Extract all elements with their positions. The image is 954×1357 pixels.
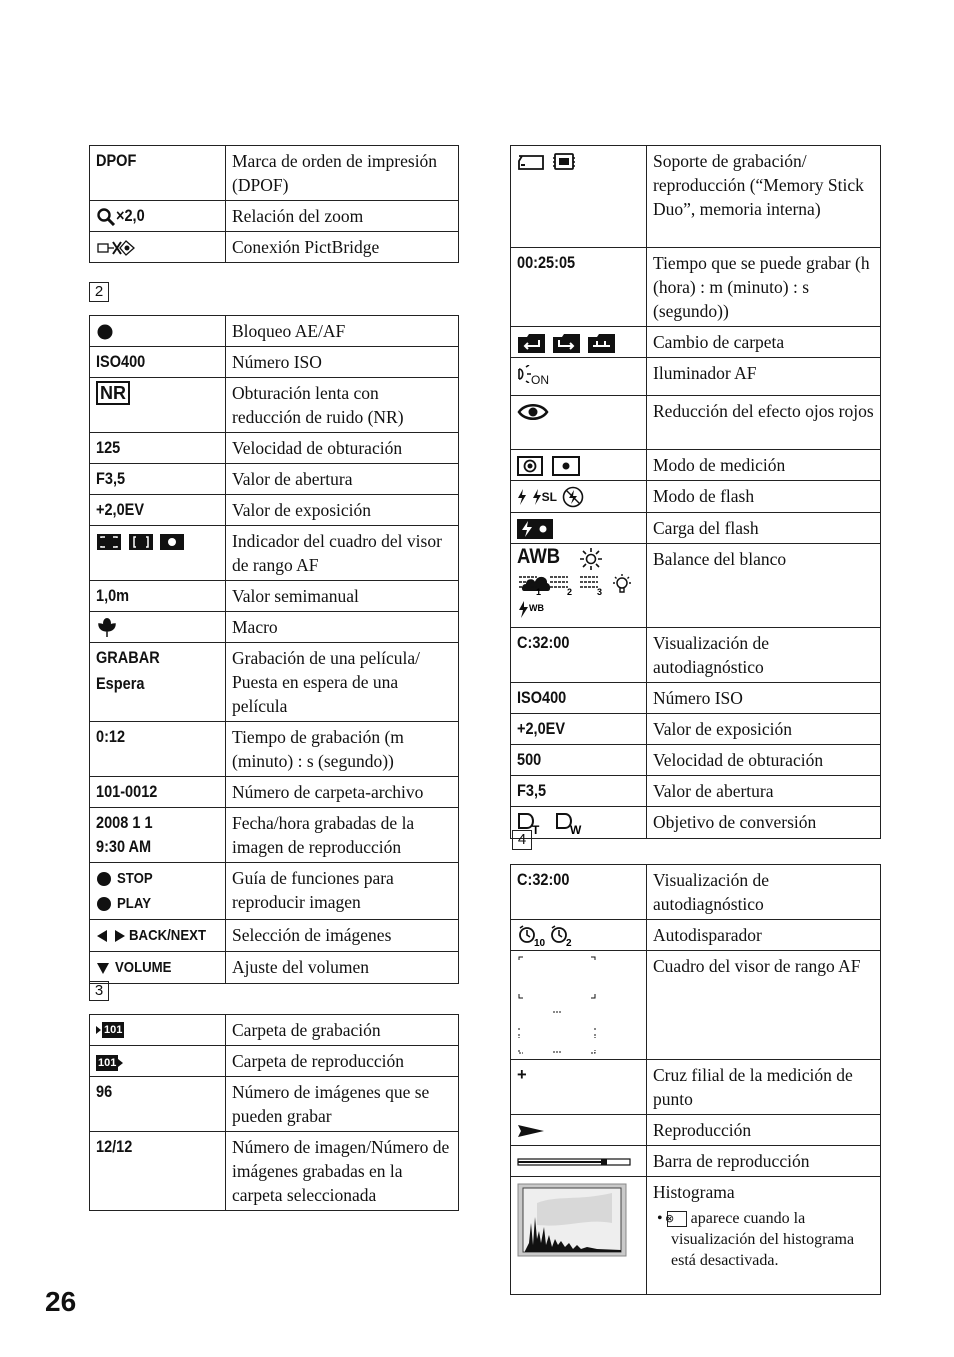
af-range-frame-icon <box>511 951 647 1060</box>
svg-text:10: 10 <box>534 937 546 947</box>
table-row <box>90 722 459 777</box>
svg-text:T: T <box>532 822 540 835</box>
table-row <box>511 481 881 513</box>
remaining-images: 96 <box>90 1077 226 1132</box>
table-row <box>511 544 881 628</box>
row-desc: Valor semimanual <box>226 581 459 612</box>
table-row <box>511 865 881 920</box>
table-row <box>511 1115 881 1146</box>
left-column-2 <box>89 315 459 984</box>
flash-charge-icon <box>511 513 647 544</box>
eye-icon <box>517 402 549 422</box>
table-row <box>511 450 881 481</box>
table-row <box>90 808 459 863</box>
row-desc: Valor de abertura <box>226 464 459 495</box>
recording-media-icon <box>511 146 647 248</box>
row-desc: Conexión PictBridge <box>226 232 459 263</box>
exposure-value: +2,0EV <box>511 714 647 745</box>
table-row <box>511 327 881 358</box>
svg-text:1: 1 <box>536 587 542 596</box>
play-icon <box>511 1115 647 1146</box>
play-folder-icon: 101 <box>90 1046 226 1077</box>
table-row <box>511 951 881 1060</box>
row-desc: Modo de flash <box>647 481 881 513</box>
table-row <box>90 526 459 581</box>
self-diagnosis: C:32:00 <box>511 628 647 683</box>
table-right-1 <box>510 145 881 839</box>
table-row <box>90 1015 459 1046</box>
row-desc: Tiempo que se puede grabar (h (hora) : m (minuto) : s (segundo)) <box>647 248 881 327</box>
row-desc: Visualización de autodiagnóstico <box>647 865 881 920</box>
row-desc: Reproducción <box>647 1115 881 1146</box>
lamp-icon <box>517 365 531 383</box>
row-desc: Tiempo de grabación (m (minuto) : s (segundo)) <box>226 722 459 777</box>
table-row <box>511 683 881 714</box>
row-desc: Objetivo de conversión <box>647 807 881 839</box>
nr-icon: NR <box>90 378 226 433</box>
exposure-value: +2,0EV <box>90 495 226 526</box>
af-range-finder-icon <box>90 526 226 581</box>
row-desc: Cruz filial de la medición de punto <box>647 1060 881 1115</box>
table-row <box>511 628 881 683</box>
playback-function-guide: STOP PLAY <box>90 863 226 920</box>
table-row <box>90 201 459 232</box>
table-row <box>511 248 881 327</box>
left-column-3 <box>89 1014 459 1211</box>
row-desc: Velocidad de obturación <box>647 745 881 776</box>
svg-text:2: 2 <box>566 937 572 947</box>
row-desc: Número ISO <box>226 347 459 378</box>
histogram-note: • ⊗ aparece cuando la visualización del histograma está desactivada. <box>657 1210 855 1269</box>
row-desc: Carpeta de reproducción <box>226 1046 459 1077</box>
row-desc: Carga del flash <box>647 513 881 544</box>
table-row <box>511 513 881 544</box>
section-label-4: 4 <box>512 830 532 850</box>
movie-rec-standby: GRABAR Espera <box>90 643 226 722</box>
playback-bar-icon <box>511 1146 647 1177</box>
shutter-speed-value: 500 <box>511 745 647 776</box>
row-desc: Marca de orden de impresión (DPOF) <box>226 146 459 201</box>
right-column-2 <box>510 864 881 1295</box>
row-desc-histogram <box>647 1177 881 1295</box>
self-diagnosis: C:32:00 <box>511 865 647 920</box>
self-timer-icon <box>511 920 647 951</box>
fluorescent-3-icon <box>578 574 604 596</box>
row-desc: Número de imágenes que se pueden grabar <box>226 1077 459 1132</box>
table-row <box>90 863 459 920</box>
table-row <box>511 920 881 951</box>
row-desc: Balance del blanco <box>647 544 881 628</box>
row-desc: Obturación lenta con reducción de ruido (NR) <box>226 378 459 433</box>
row-desc: Número de carpeta-archivo <box>226 777 459 808</box>
button-dot-icon <box>96 896 112 912</box>
row-desc: Valor de abertura <box>647 776 881 807</box>
recorded-date-time: 2008 1 1 9:30 AM <box>90 808 226 863</box>
table-row <box>90 920 459 952</box>
table-row <box>511 1146 881 1177</box>
shutter-speed-value: 125 <box>90 433 226 464</box>
section-label-3: 3 <box>89 981 109 1001</box>
table-row <box>511 807 881 839</box>
pictbridge-icon <box>90 232 226 263</box>
table-row <box>90 464 459 495</box>
table-row <box>90 1046 459 1077</box>
histogram-icon <box>511 1177 647 1295</box>
row-desc: Valor de exposición <box>647 714 881 745</box>
iso-icon: ISO400 <box>90 347 226 378</box>
folder-change-icon <box>511 327 647 358</box>
table-row <box>90 643 459 722</box>
table-left-2 <box>89 315 459 984</box>
flash-icon <box>532 488 542 506</box>
row-desc: Macro <box>226 612 459 643</box>
image-number: 12/12 <box>90 1132 226 1211</box>
table-row <box>90 433 459 464</box>
row-desc: Número de imagen/Número de imágenes grabadas en la carpeta seleccionada <box>226 1132 459 1211</box>
table-row <box>90 146 459 201</box>
row-desc: Número ISO <box>647 683 881 714</box>
button-dot-icon <box>96 871 112 887</box>
table-row <box>511 1177 881 1295</box>
down-arrow-icon <box>96 961 110 975</box>
table-row <box>90 316 459 347</box>
row-desc: Iluminador AF <box>647 358 881 396</box>
row-desc: Reducción del efecto ojos rojos <box>647 396 881 450</box>
ae-af-lock-icon <box>90 316 226 347</box>
flash-icon <box>517 488 527 506</box>
table-row <box>511 146 881 248</box>
red-eye-icon <box>511 396 647 450</box>
table-row <box>90 232 459 263</box>
row-desc: Cuadro del visor de rango AF <box>647 951 881 1060</box>
page-number: 26 <box>45 1286 77 1317</box>
svg-text:2: 2 <box>566 587 572 596</box>
svg-text:3: 3 <box>597 587 603 596</box>
semi-manual-value: 1,0m <box>90 581 226 612</box>
recording-time: 0:12 <box>90 722 226 777</box>
table-row <box>90 612 459 643</box>
folder-file-number: 101-0012 <box>90 777 226 808</box>
table-row <box>511 714 881 745</box>
af-illuminator-icon: ON <box>511 358 647 396</box>
table-row <box>90 1132 459 1211</box>
incandescent-icon <box>609 573 635 597</box>
rec-folder-icon: 101 <box>90 1015 226 1046</box>
table-row <box>90 495 459 526</box>
row-desc: Soporte de grabación/ reproducción (“Memory Stick Duo”, memoria interna) <box>647 146 881 248</box>
aperture-value: F3,5 <box>90 464 226 495</box>
left-column <box>89 145 459 263</box>
fluorescent-1-icon <box>517 574 543 596</box>
metering-mode-icon <box>511 450 647 481</box>
table-left-1 <box>89 145 459 263</box>
table-row <box>90 777 459 808</box>
left-right-arrow-icon <box>96 929 126 943</box>
row-desc: Guía de funciones para reproducir imagen <box>226 863 459 920</box>
table-row <box>90 581 459 612</box>
table-row <box>511 396 881 450</box>
table-row <box>90 1077 459 1132</box>
svg-text:W: W <box>570 822 582 835</box>
table-right-2 <box>510 864 881 1295</box>
table-row <box>90 952 459 984</box>
aperture-value: F3,5 <box>511 776 647 807</box>
row-desc: Valor de exposición <box>226 495 459 526</box>
row-desc: Ajuste del volumen <box>226 952 459 984</box>
histogram-off-icon: ⊗ <box>667 1211 687 1227</box>
white-balance-icons: AWB 1 2 3 WB <box>511 544 647 628</box>
row-desc: Carpeta de grabación <box>226 1015 459 1046</box>
row-desc: Bloqueo AE/AF <box>226 316 459 347</box>
table-row <box>511 776 881 807</box>
spot-metering-crosshair: + <box>511 1060 647 1115</box>
row-desc: Selección de imágenes <box>226 920 459 952</box>
row-desc: Grabación de una película/ Puesta en espera de una película <box>226 643 459 722</box>
row-desc: Indicador del cuadro del visor de rango AF <box>226 526 459 581</box>
magnifier-icon <box>96 208 116 226</box>
remaining-time: 00:25:05 <box>511 248 647 327</box>
table-row <box>511 358 881 396</box>
flash-mode-icon: SL <box>511 481 647 513</box>
table-left-3 <box>89 1014 459 1211</box>
row-desc: Relación del zoom <box>226 201 459 232</box>
table-row <box>90 378 459 433</box>
row-desc: Visualización de autodiagnóstico <box>647 628 881 683</box>
right-column <box>510 145 881 839</box>
section-label-2: 2 <box>89 282 109 302</box>
row-desc: Modo de medición <box>647 450 881 481</box>
table-row <box>511 1060 881 1115</box>
sun-icon <box>579 547 603 571</box>
fluorescent-2-icon <box>548 574 574 596</box>
table-row <box>90 347 459 378</box>
svg-text:WB: WB <box>529 602 544 613</box>
image-select-guide: BACK/NEXT <box>90 920 226 952</box>
row-desc: Cambio de carpeta <box>647 327 881 358</box>
flash-wb-icon <box>517 600 545 620</box>
macro-icon <box>90 612 226 643</box>
row-desc: Velocidad de obturación <box>226 433 459 464</box>
table-row <box>511 745 881 776</box>
volume-guide: VOLUME <box>90 952 226 984</box>
iso-icon: ISO400 <box>511 683 647 714</box>
dpof-icon: DPOF <box>90 146 226 201</box>
row-desc: Barra de reproducción <box>647 1146 881 1177</box>
row-desc: Histograma <box>653 1182 735 1202</box>
row-desc: Autodisparador <box>647 920 881 951</box>
row-desc: Fecha/hora grabadas de la imagen de reproducción <box>226 808 459 863</box>
flash-off-icon <box>562 486 584 508</box>
zoom-ratio-icon: ×2,0 <box>90 201 226 232</box>
